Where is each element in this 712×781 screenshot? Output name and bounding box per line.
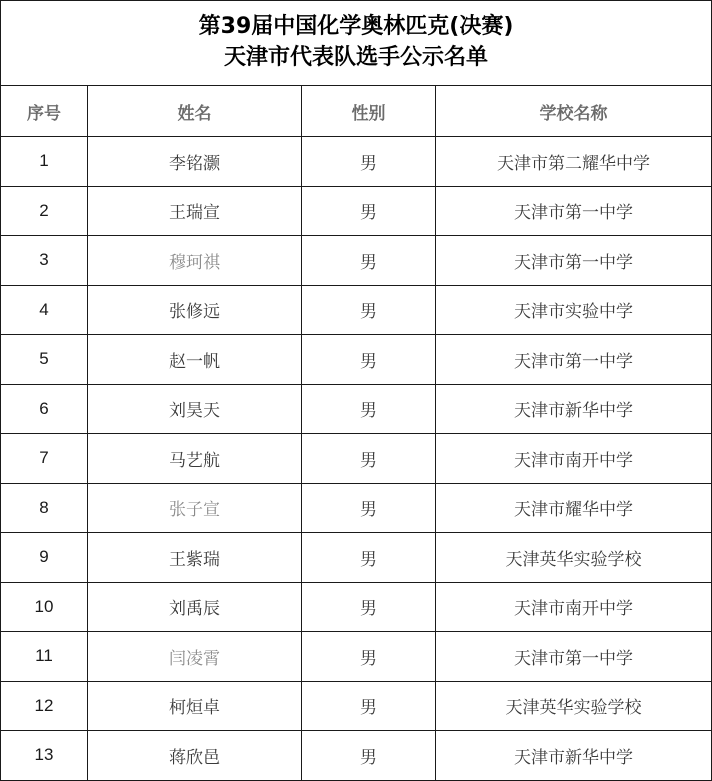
- row-school: 天津市第一中学: [436, 236, 712, 286]
- row-name: 王瑞宣: [88, 186, 302, 236]
- row-gender: 男: [302, 335, 436, 385]
- row-gender: 男: [302, 533, 436, 583]
- row-number: 6: [1, 384, 88, 434]
- row-gender: 男: [302, 285, 436, 335]
- column-header-school: 学校名称: [436, 86, 712, 137]
- row-school: 天津市南开中学: [436, 582, 712, 632]
- row-name: 闫凌霄: [88, 632, 302, 682]
- table-row: [1, 285, 712, 335]
- row-name: 蒋欣邑: [88, 731, 302, 781]
- row-number: 13: [1, 731, 88, 781]
- row-name: 柯烜卓: [88, 681, 302, 731]
- table-row: [1, 632, 712, 682]
- row-gender: 男: [302, 434, 436, 484]
- row-number: 1: [1, 137, 88, 187]
- table-row: [1, 434, 712, 484]
- row-school: 天津市第一中学: [436, 632, 712, 682]
- document-title: [1, 1, 712, 86]
- row-school: 天津市第一中学: [436, 186, 712, 236]
- row-gender: 男: [302, 582, 436, 632]
- row-gender: 男: [302, 186, 436, 236]
- row-number: 10: [1, 582, 88, 632]
- header-row: [1, 86, 712, 137]
- table-row: [1, 384, 712, 434]
- row-name: 王紫瑞: [88, 533, 302, 583]
- row-gender: 男: [302, 483, 436, 533]
- row-school: 天津市实验中学: [436, 285, 712, 335]
- title-row: [1, 1, 712, 86]
- table-row: [1, 483, 712, 533]
- row-gender: 男: [302, 632, 436, 682]
- table-row: [1, 236, 712, 286]
- row-school: 天津市第一中学: [436, 335, 712, 385]
- row-school: 天津英华实验学校: [436, 533, 712, 583]
- table-row: [1, 681, 712, 731]
- row-number: 9: [1, 533, 88, 583]
- table-row: [1, 186, 712, 236]
- row-name: 李铭灏: [88, 137, 302, 187]
- row-number: 8: [1, 483, 88, 533]
- row-name: 穆珂祺: [88, 236, 302, 286]
- row-gender: 男: [302, 681, 436, 731]
- row-gender: 男: [302, 384, 436, 434]
- row-name: 刘昊天: [88, 384, 302, 434]
- table-row: [1, 137, 712, 187]
- row-name: 张修远: [88, 285, 302, 335]
- row-number: 11: [1, 632, 88, 682]
- table-row: [1, 731, 712, 781]
- row-name: 刘禹辰: [88, 582, 302, 632]
- table-row: [1, 533, 712, 583]
- row-number: 2: [1, 186, 88, 236]
- row-number: 7: [1, 434, 88, 484]
- title-line-2: 天津市代表队选手公示名单: [224, 45, 489, 70]
- row-gender: 男: [302, 731, 436, 781]
- table-row: [1, 582, 712, 632]
- row-gender: 男: [302, 137, 436, 187]
- row-school: 天津市新华中学: [436, 731, 712, 781]
- row-number: 12: [1, 681, 88, 731]
- row-school: 天津英华实验学校: [436, 681, 712, 731]
- column-header-gender: 性别: [302, 86, 436, 137]
- row-number: 5: [1, 335, 88, 385]
- row-name: 马艺航: [88, 434, 302, 484]
- row-name: 赵一帆: [88, 335, 302, 385]
- row-school: 天津市新华中学: [436, 384, 712, 434]
- row-name: 张子宣: [88, 483, 302, 533]
- column-header-number: 序号: [1, 86, 88, 137]
- row-number: 3: [1, 236, 88, 286]
- title-line-1: 第39届中国化学奥林匹克(决赛): [198, 14, 514, 39]
- column-header-name: 姓名: [88, 86, 302, 137]
- table-row: [1, 335, 712, 385]
- row-number: 4: [1, 285, 88, 335]
- row-school: 天津市耀华中学: [436, 483, 712, 533]
- row-school: 天津市第二耀华中学: [436, 137, 712, 187]
- row-school: 天津市南开中学: [436, 434, 712, 484]
- row-gender: 男: [302, 236, 436, 286]
